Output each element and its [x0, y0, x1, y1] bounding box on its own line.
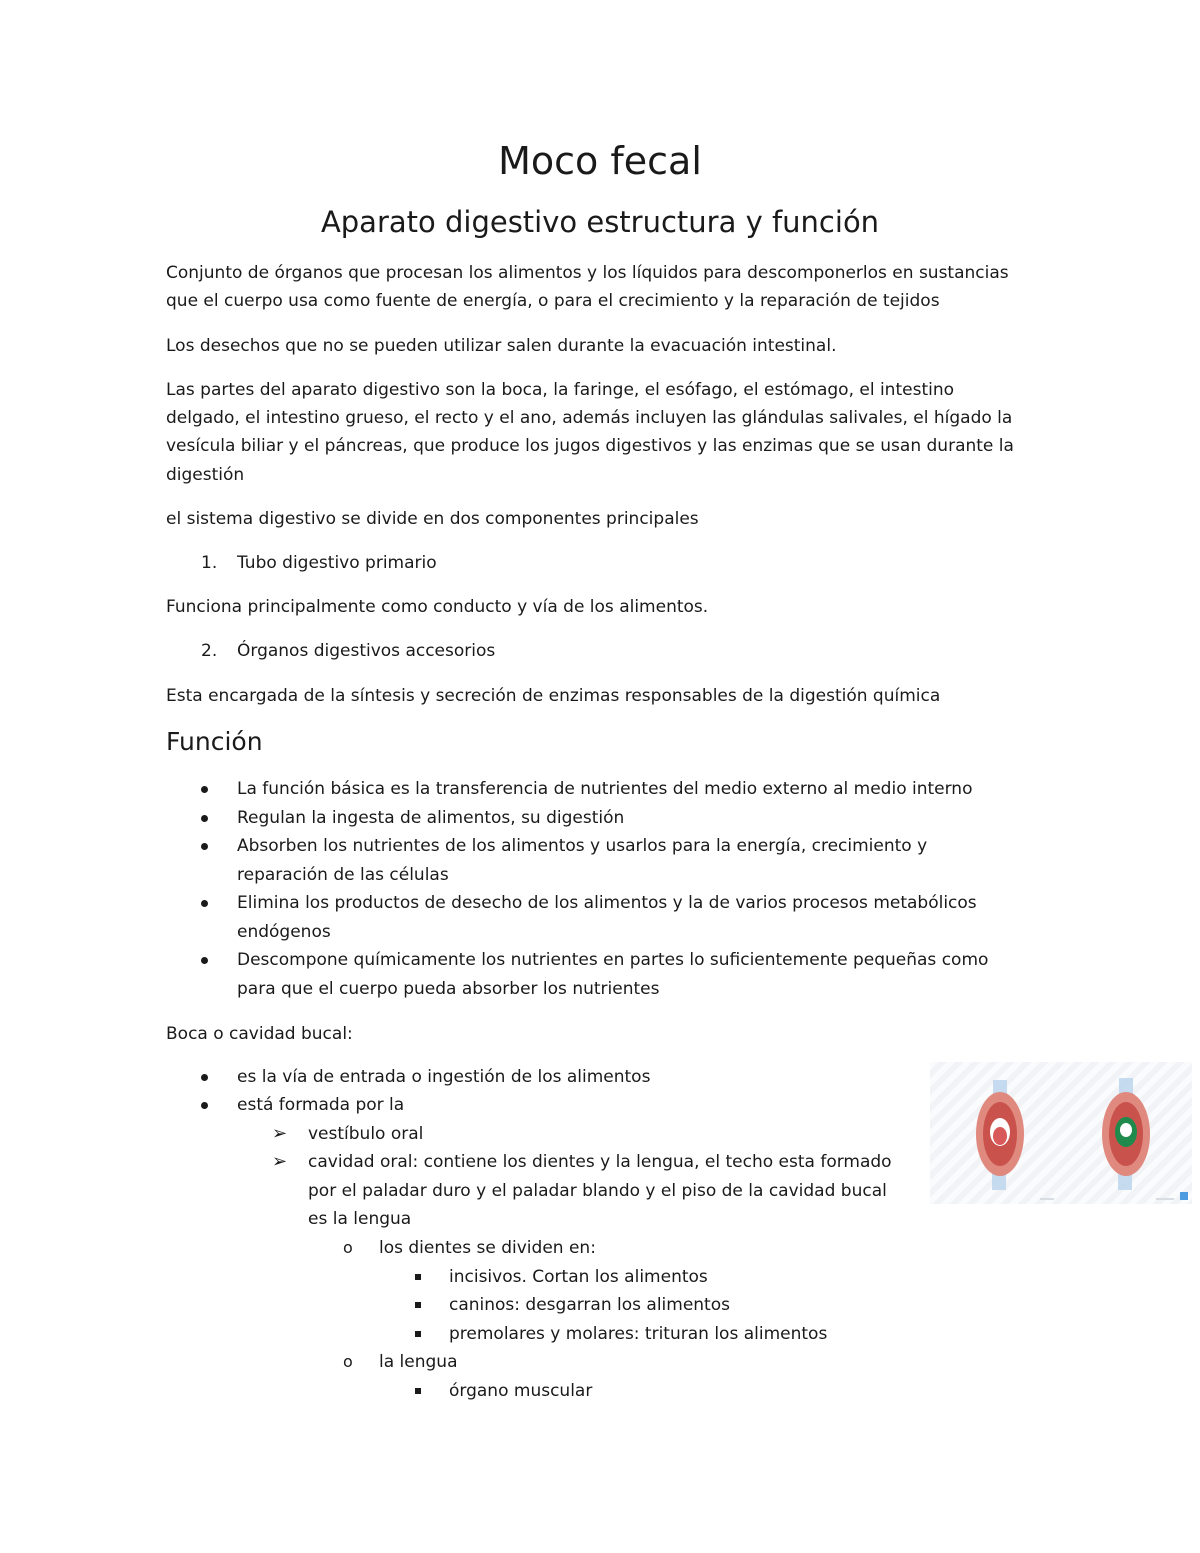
boca-subitem-continuation: es la lengua: [308, 1209, 412, 1229]
boca-item: está formada por la: [237, 1095, 405, 1115]
tongue-heading: la lengua: [379, 1352, 458, 1372]
tongue-item: órgano muscular: [449, 1381, 593, 1401]
mouth-illustration-icon: [930, 1062, 1192, 1204]
intro-paragraph-line: que el cuerpo usa como fuente de energía, o para el crecimiento y la reparación de tejidos: [166, 291, 940, 311]
circle-bullet-icon: o: [343, 1238, 353, 1257]
parts-paragraph-line: vesícula biliar y el páncreas, que produce los jugos digestivos y las enzimas que se usan durante la: [166, 436, 1014, 456]
square-bullet-icon: [415, 1388, 421, 1394]
bullet-icon: [201, 786, 208, 793]
boca-item: es la vía de entrada o ingestión de los alimentos: [237, 1067, 651, 1087]
bullet-icon: [201, 900, 208, 907]
parts-paragraph-line: digestión: [166, 465, 245, 485]
arrowhead-bullet-icon: ➢: [272, 1151, 288, 1172]
component-description: Funciona principalmente como conducto y vía de los alimentos.: [166, 597, 709, 617]
parts-paragraph-line: delgado, el intestino grueso, el recto y el ano, además incluyen las glándulas salivales, el hígado la: [166, 408, 1013, 428]
teeth-item: premolares y molares: trituran los alimentos: [449, 1324, 828, 1344]
document-title: Moco fecal: [498, 139, 702, 183]
square-bullet-icon: [415, 1331, 421, 1337]
funcion-item: La función básica es la transferencia de nutrientes del medio externo al medio interno: [237, 779, 973, 799]
component-description: Esta encargada de la síntesis y secreción de enzimas responsables de la digestión química: [166, 686, 941, 706]
square-bullet-icon: [415, 1302, 421, 1308]
bullet-icon: [201, 815, 208, 822]
document-subtitle: Aparato digestivo estructura y función: [320, 205, 880, 239]
bullet-icon: [201, 957, 208, 964]
funcion-item: Regulan la ingesta de alimentos, su digestión: [237, 808, 625, 828]
parts-paragraph-line: Las partes del aparato digestivo son la boca, la faringe, el esófago, el estómago, el intestino: [166, 380, 955, 400]
boca-subitem: vestíbulo oral: [308, 1124, 424, 1144]
arrowhead-bullet-icon: ➢: [272, 1123, 288, 1144]
circle-bullet-icon: o: [343, 1352, 353, 1371]
bullet-icon: [201, 1102, 208, 1109]
intro-paragraph-line: Conjunto de órganos que procesan los alimentos y los líquidos para descomponerlos en sustancias: [166, 263, 1009, 283]
teeth-item: incisivos. Cortan los alimentos: [449, 1267, 708, 1287]
funcion-item: Descompone químicamente los nutrientes en partes lo suficientemente pequeñas como: [237, 950, 989, 970]
funcion-item-continuation: endógenos: [237, 922, 331, 942]
components-intro: el sistema digestivo se divide en dos componentes principales: [166, 509, 699, 529]
bullet-icon: [201, 1074, 208, 1081]
boca-subitem: cavidad oral: contiene los dientes y la lengua, el techo esta formado: [308, 1152, 892, 1172]
funcion-item-continuation: para que el cuerpo pueda absorber los nutrientes: [237, 979, 660, 999]
section-heading-funcion: Función: [166, 727, 263, 756]
funcion-item-continuation: reparación de las células: [237, 865, 449, 885]
funcion-item: Elimina los productos de desecho de los alimentos y la de varios procesos metabólicos: [237, 893, 977, 913]
funcion-item: Absorben los nutrientes de los alimentos y usarlos para la energía, crecimiento y: [237, 836, 928, 856]
component-label: Tubo digestivo primario: [237, 553, 437, 573]
bullet-icon: [201, 843, 208, 850]
boca-subitem-continuation: por el paladar duro y el paladar blando y el piso de la cavidad bucal: [308, 1181, 887, 1201]
list-number: 1.: [201, 553, 218, 573]
waste-paragraph: Los desechos que no se pueden utilizar salen durante la evacuación intestinal.: [166, 336, 837, 356]
teeth-item: caninos: desgarran los alimentos: [449, 1295, 730, 1315]
boca-heading: Boca o cavidad bucal:: [166, 1024, 353, 1044]
teeth-heading: los dientes se dividen en:: [379, 1238, 596, 1258]
square-bullet-icon: [415, 1274, 421, 1280]
mouth-illustration-svg: [930, 1062, 1192, 1204]
list-number: 2.: [201, 641, 218, 661]
component-label: Órganos digestivos accesorios: [237, 641, 496, 661]
